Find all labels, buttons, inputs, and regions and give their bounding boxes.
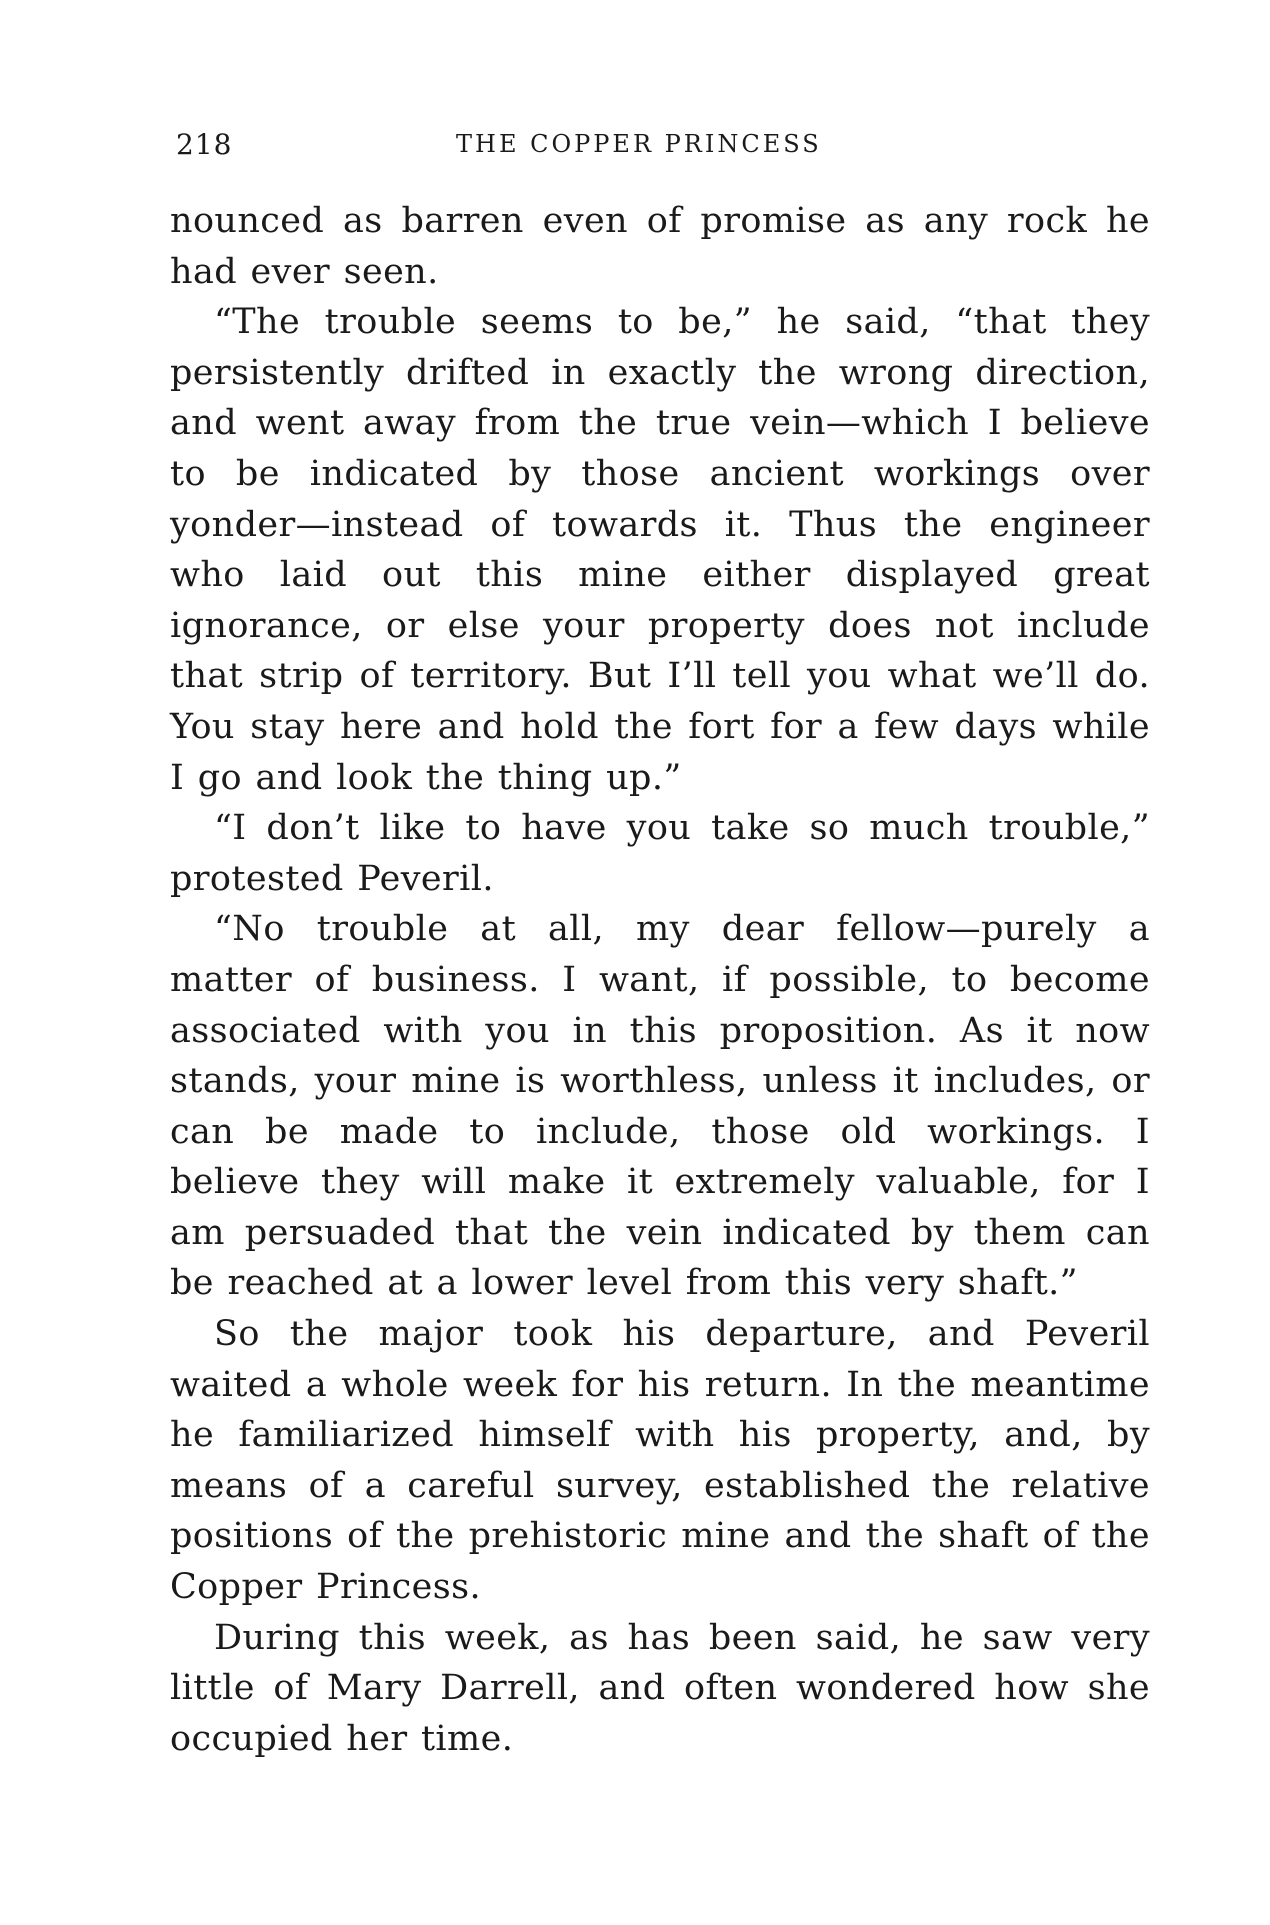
paragraph: nounced as barren even of promise as any rock he had ever seen. (170, 201, 1150, 292)
page-header (176, 128, 1156, 168)
paragraph: “The trouble seems to be,” he said, “that they persistently drifted in exactly the wrong direction, and went away from the true vein—which I believe to be indicated by those ancient workings over yonder—instead of towards it. Thus the engineer who laid out this mine either displayed great ignorance, or else your property does not include that strip of territory. But I’ll tell you what we’ll do. You stay here and hold the fort for a few days while I go and look the thing up.” (170, 302, 1150, 798)
running-title: THE COPPER PRINCESS (456, 130, 822, 158)
body-text (170, 196, 1150, 1764)
paragraph: So the major took his departure, and Peveril waited a whole week for his return. In the meantime he familiarized himself with his property, and, by means of a careful survey, established the relative positions of the prehistoric mine and the shaft of the Copper Princess. (170, 1314, 1150, 1608)
paragraph: During this week, as has been said, he saw very little of Mary Darrell, and often wondered how she occupied her time. (170, 1617, 1150, 1759)
paragraph: “I don’t like to have you take so much trouble,” protested Peveril. (170, 808, 1150, 899)
page-number: 218 (176, 128, 233, 161)
paragraph: “No trouble at all, my dear fellow—purely a matter of business. I want, if possible, to become associated with you in this proposition. As it now stands, your mine is worthless, unless it includes, or can be made to include, those old workings. I believe they will make it extremely valuable, for I am persuaded that the vein indicated by them can be reached at a lower level from this very shaft.” (170, 909, 1150, 1304)
